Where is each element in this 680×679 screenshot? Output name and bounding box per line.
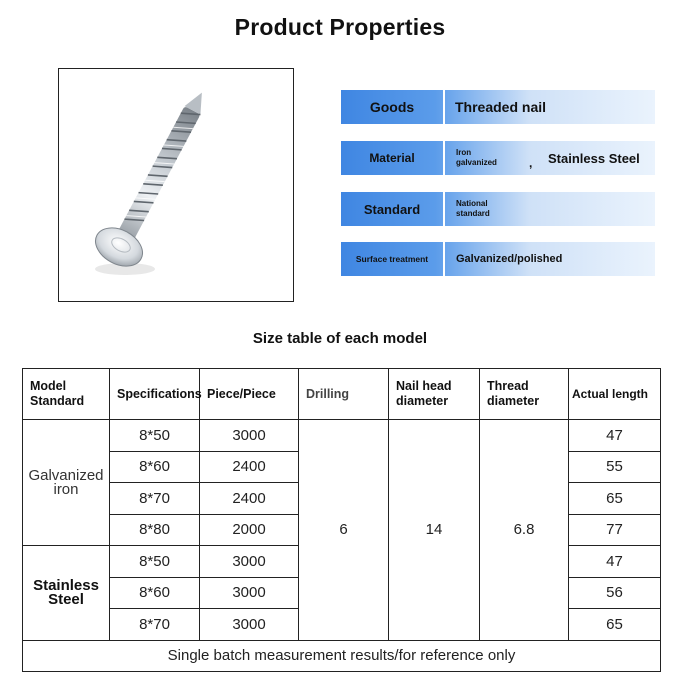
property-row-material xyxy=(341,141,655,175)
property-value: Threaded nail xyxy=(455,99,547,115)
cell-piece: 3000 xyxy=(200,546,299,578)
property-row-goods xyxy=(341,90,655,124)
value-separator: , xyxy=(529,156,533,170)
property-value: Galvanized/polished xyxy=(456,253,563,265)
standard-line: National xyxy=(456,199,488,208)
cell-nail-head-diameter: 14 xyxy=(389,420,480,641)
material-line: Iron xyxy=(456,148,472,157)
material-line: galvanized xyxy=(456,158,497,167)
page-title: Product Properties xyxy=(234,14,446,40)
table-row xyxy=(23,420,661,452)
property-value-small xyxy=(456,192,490,226)
standard-line: standard xyxy=(456,209,490,218)
cell-spec: 8*60 xyxy=(110,451,200,483)
cell-spec: 8*60 xyxy=(110,577,200,609)
cell-spec: 8*50 xyxy=(110,546,200,578)
header-model: Model Standard xyxy=(23,369,110,420)
cell-piece: 2400 xyxy=(200,483,299,515)
divider xyxy=(443,90,445,124)
threaded-nail-image xyxy=(59,69,293,301)
cell-length: 77 xyxy=(569,514,661,546)
table-header-row xyxy=(23,369,661,420)
cell-length: 65 xyxy=(569,609,661,641)
header-piece: Piece/Piece xyxy=(200,369,299,420)
header-actual-length: Actual length xyxy=(569,369,661,420)
cell-length: 47 xyxy=(569,546,661,578)
divider xyxy=(443,242,445,276)
property-row-standard xyxy=(341,192,655,226)
property-key: Material xyxy=(369,151,415,165)
property-key: Goods xyxy=(369,99,415,115)
property-value: Stainless Steel xyxy=(548,150,640,166)
cell-spec: 8*70 xyxy=(110,609,200,641)
group-label-stainless-steel: Stainless Steel xyxy=(23,546,110,641)
cell-piece: 2000 xyxy=(200,514,299,546)
property-value-small xyxy=(456,141,497,175)
cell-spec: 8*50 xyxy=(110,420,200,452)
header-nail-head-diameter: Nail head diameter xyxy=(389,369,480,420)
header-drilling: Drilling xyxy=(299,369,389,420)
cell-piece: 3000 xyxy=(200,609,299,641)
cell-piece: 3000 xyxy=(200,577,299,609)
size-table xyxy=(22,368,661,672)
header-specifications: Specifications xyxy=(110,369,200,420)
property-key: Surface treatment xyxy=(355,254,429,264)
cell-length: 55 xyxy=(569,451,661,483)
cell-thread-diameter: 6.8 xyxy=(480,420,569,641)
cell-drilling: 6 xyxy=(299,420,389,641)
cell-piece: 2400 xyxy=(200,451,299,483)
cell-spec: 8*80 xyxy=(110,514,200,546)
property-key: Standard xyxy=(363,201,421,217)
cell-spec: 8*70 xyxy=(110,483,200,515)
group-label-galvanized-iron: Galvanized iron xyxy=(23,420,110,546)
cell-length: 47 xyxy=(569,420,661,452)
divider xyxy=(443,141,445,175)
product-photo-frame xyxy=(58,68,294,302)
divider xyxy=(443,192,445,226)
table-footer-row xyxy=(23,640,661,672)
cell-length: 56 xyxy=(569,577,661,609)
property-row-surface-treatment xyxy=(341,242,655,276)
cell-piece: 3000 xyxy=(200,420,299,452)
header-thread-diameter: Thread diameter xyxy=(480,369,569,420)
size-table-title: Size table of each model xyxy=(252,330,428,347)
cell-length: 65 xyxy=(569,483,661,515)
table-footnote: Single batch measurement results/for reference only xyxy=(23,640,661,672)
